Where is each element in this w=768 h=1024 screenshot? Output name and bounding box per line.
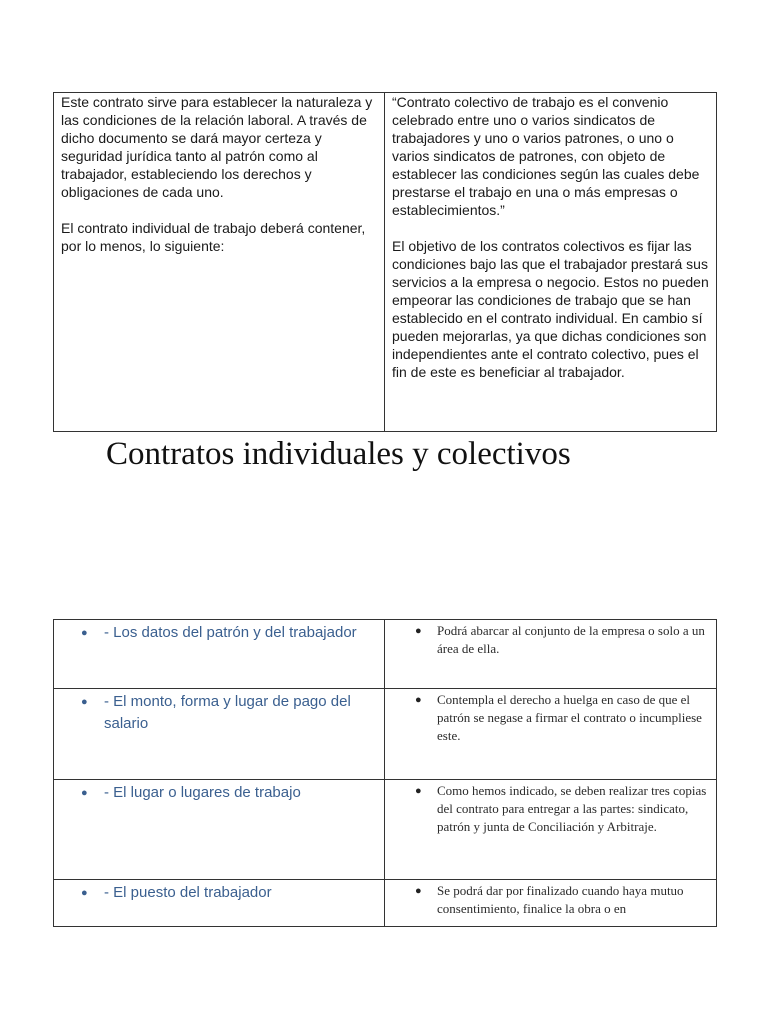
bullet-icon: ● <box>415 694 422 706</box>
table-row <box>54 620 717 689</box>
list-item <box>54 780 384 804</box>
list-item <box>385 780 716 836</box>
collective-item-cell <box>385 620 717 689</box>
bullet-icon: ● <box>81 627 88 639</box>
list-item-text: Se podrá dar por finalizado cuando haya mutuo consentimiento, finalice la obra o en <box>437 883 684 916</box>
individual-item-cell <box>54 880 385 927</box>
individual-item-cell <box>54 620 385 689</box>
bullet-icon: ● <box>415 885 422 897</box>
bullet-icon: ● <box>415 785 422 797</box>
individual-contract-requirements: El contrato individual de trabajo deberá contener, por lo menos, lo siguiente: <box>61 220 366 254</box>
collective-contract-definition: “Contrato colectivo de trabajo es el convenio celebrado entre uno o varios sindicatos de trabajadores y uno o varios patrones, o uno o varios sindicatos de patrones, con objeto de establecer las condiciones según las cuales debe prestarse el trabajo en una o más empresas o establecimientos.” <box>392 94 700 218</box>
list-item-text: - El monto, forma y lugar de pago del salario <box>104 693 351 732</box>
table-row <box>54 880 717 927</box>
individual-item-cell <box>54 780 385 880</box>
list-item <box>385 689 716 745</box>
list-item <box>54 689 384 735</box>
list-item <box>54 880 384 904</box>
bullet-icon: ● <box>81 887 88 899</box>
table-row <box>54 689 717 780</box>
bullet-icon: ● <box>81 787 88 799</box>
collective-item-cell <box>385 689 717 780</box>
table-row <box>54 780 717 880</box>
list-item-text: - Los datos del patrón y del trabajador <box>104 624 357 641</box>
list-item-text: Contempla el derecho a huelga en caso de que el patrón se negase a firmar el contrato o incumpliese este. <box>437 692 702 743</box>
list-item <box>54 620 384 644</box>
list-item-text: - El puesto del trabajador <box>104 884 272 901</box>
collective-item-cell <box>385 880 717 927</box>
individual-contract-description: Este contrato sirve para establecer la naturaleza y las condiciones de la relación laboral. A través de dicho documento se dará mayor certeza y seguridad jurídica tanto al patrón como al trabajador, estableciendo los derechos y obligaciones de cada uno. <box>61 94 373 200</box>
individual-item-cell <box>54 689 385 780</box>
list-item <box>385 880 716 918</box>
list-item-text: Como hemos indicado, se deben realizar tres copias del contrato para entregar a las partes: sindicato, patrón y junta de Conciliación y Arbitraje. <box>437 783 707 834</box>
list-item-text: Podrá abarcar al conjunto de la empresa o solo a un área de ella. <box>437 623 705 656</box>
collective-contract-cell <box>385 93 717 432</box>
bullet-icon: ● <box>81 696 88 708</box>
intro-table <box>53 92 717 432</box>
bullet-icon: ● <box>415 625 422 637</box>
collective-item-cell <box>385 780 717 880</box>
collective-contract-objective: El objetivo de los contratos colectivos es fijar las condiciones bajo las que el trabajador prestará sus servicios a la empresa o negocio. Estos no pueden empeorar las condiciones de trabajo que se han establecido en el contrato individual. En cambio sí pueden mejorarlas, ya que dichas condiciones son independientes ante el contrato colectivo, pues el fin de este es beneficiar al trabajador. <box>392 238 709 380</box>
document-title: Contratos individuales y colectivos <box>106 436 571 472</box>
comparison-table <box>53 619 717 927</box>
list-item-text: - El lugar o lugares de trabajo <box>104 784 301 801</box>
list-item <box>385 620 716 658</box>
individual-contract-cell <box>54 93 385 432</box>
